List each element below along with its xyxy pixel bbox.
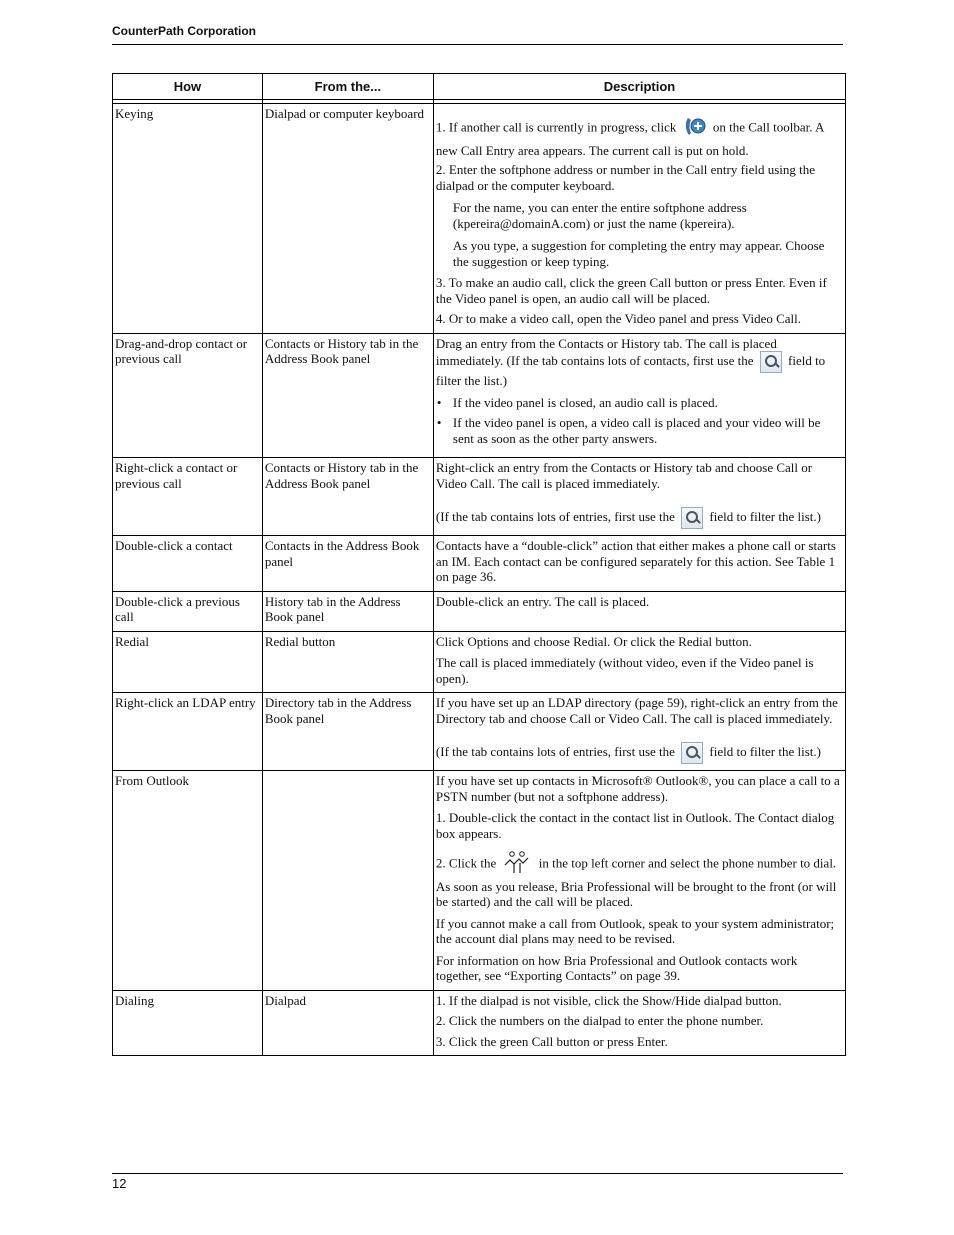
drag-handle-icon [502,851,532,879]
step-1: 1. Double-click the contact in the contact list in Outlook. The Contact dialog box appears. [435,810,835,841]
cell-how: Double-click a contact [113,536,263,592]
cell-from [262,771,433,991]
step-3: 3. Click the green Call button or press Enter. [435,1033,668,1049]
step-1: 1. If the dialpad is not visible, click the Show/Hide dialpad button. [435,992,782,1008]
step-2-note-a: For the name, you can enter the entire softphone address (kpereira@domainA.com) or just the name (kpereira). [452,200,747,231]
cell-from: History tab in the Address Book panel [262,591,433,631]
cell-description [433,333,845,458]
cell-how: Right-click an LDAP entry [113,693,263,771]
step-1: 1. If another call is currently in progress, click on the Call toolbar. A new Call Entry area appears. The current call is put on hold. [436,115,843,158]
description-paragraph: (If the tab contains lots of entries, first use the field to filter the list.) [436,507,843,529]
running-header: CounterPath Corporation [112,24,256,38]
cell-how: Drag-and-drop contact or previous call [113,333,263,458]
cell-how: From Outlook [113,771,263,991]
cell-how: Dialing [113,990,263,1056]
description-paragraph: For information on how Bria Professional and Outlook contacts work together, see “Exporting Contacts” on page 39. [435,952,798,983]
step-2: 2. Click the in the top left corner and select the phone number to dial. As soon as you release, Bria Professional will be brought to the front (or will be started) and the call will be placed. [436,851,843,910]
step-2-note-b: As you type, a suggestion for completing the entry may appear. Choose the suggestion or keep typing. [452,238,825,269]
cell-description [433,631,845,693]
table-row [113,591,846,631]
bullet-list [436,395,843,447]
cell-how: Right-click a contact or previous call [113,458,263,536]
description-paragraph: If you have set up an LDAP directory (page 59), right-click an entry from the Directory tab and choose Call or Video Call. The call is placed immediately. [435,695,838,726]
page-number: 12 [112,1176,127,1191]
search-icon [681,507,703,529]
table-row [113,693,846,771]
table-header-row [113,74,846,100]
cell-from: Contacts or History tab in the Address Book panel [262,458,433,536]
description-paragraph: The call is placed immediately (without video, even if the Video panel is open). [435,655,814,686]
table-row [113,536,846,592]
cell-from: Dialpad [262,990,433,1056]
table-row [113,990,846,1056]
search-icon [760,351,782,373]
cell-from: Directory tab in the Address Book panel [262,693,433,771]
description-paragraph: (If the tab contains lots of entries, first use the field to filter the list.) [436,742,843,764]
step-2: 2. Click the numbers on the dialpad to enter the phone number. [435,1013,764,1028]
col-header-from: From the... [262,74,433,100]
header-rule [112,44,843,45]
step-4: 4. Or to make a video call, open the Video panel and press Video Call. [435,311,802,326]
search-icon [681,742,703,764]
cell-description: Double-click an entry. The call is placed. [433,591,845,631]
cell-from: Contacts or History tab in the Address Book panel [262,333,433,458]
footer-rule [112,1173,843,1174]
description-paragraph: If you cannot make a call from Outlook, speak to your system administrator; the account dial plans may need to be revised. [435,915,835,946]
cell-how: Double-click a previous call [113,591,263,631]
table-row [113,104,846,334]
cell-description [433,104,845,334]
col-header-description: Description [433,74,845,100]
description-paragraph: Right-click an entry from the Contacts or History tab and choose Call or Video Call. The call is placed immediately. [435,460,813,491]
cell-from: Redial button [262,631,433,693]
cell-description [433,771,845,991]
table-row [113,631,846,693]
call-methods-table [112,73,846,1056]
description-paragraph: Click Options and choose Redial. Or click the Redial button. [435,633,752,649]
add-call-icon [683,115,707,143]
cell-from: Contacts in the Address Book panel [262,536,433,592]
table-row [113,771,846,991]
cell-description: Contacts have a “double-click” action that either makes a phone call or starts an IM. Each contact can be configured separately for this action. See Table 1 on page 36. [433,536,845,592]
cell-description [433,693,845,771]
cell-description [433,458,845,536]
description-intro: Drag an entry from the Contacts or History tab. The call is placed immediately. (If the tab contains lots of contacts, first use the field to filter the list.) [435,335,826,388]
list-item: • If the video panel is open, a video call is placed and your video will be sent as soon as the other party answers. [453,415,843,446]
step-3: 3. To make an audio call, click the green Call button or press Enter. Even if the Video panel is open, an audio call will be placed. [435,275,827,306]
cell-description [433,990,845,1056]
table-row [113,333,846,458]
list-item: • If the video panel is closed, an audio call is placed. [453,395,843,411]
col-header-how: How [113,74,263,100]
table-row [113,458,846,536]
cell-how: Keying [113,104,263,334]
step-2: 2. Enter the softphone address or number in the Call entry field using the dialpad or the computer keyboard. [435,162,815,193]
cell-from: Dialpad or computer keyboard [262,104,433,334]
description-paragraph: If you have set up contacts in Microsoft® Outlook®, you can place a call to a PSTN number (but not a softphone address). [435,773,840,804]
cell-how: Redial [113,631,263,693]
